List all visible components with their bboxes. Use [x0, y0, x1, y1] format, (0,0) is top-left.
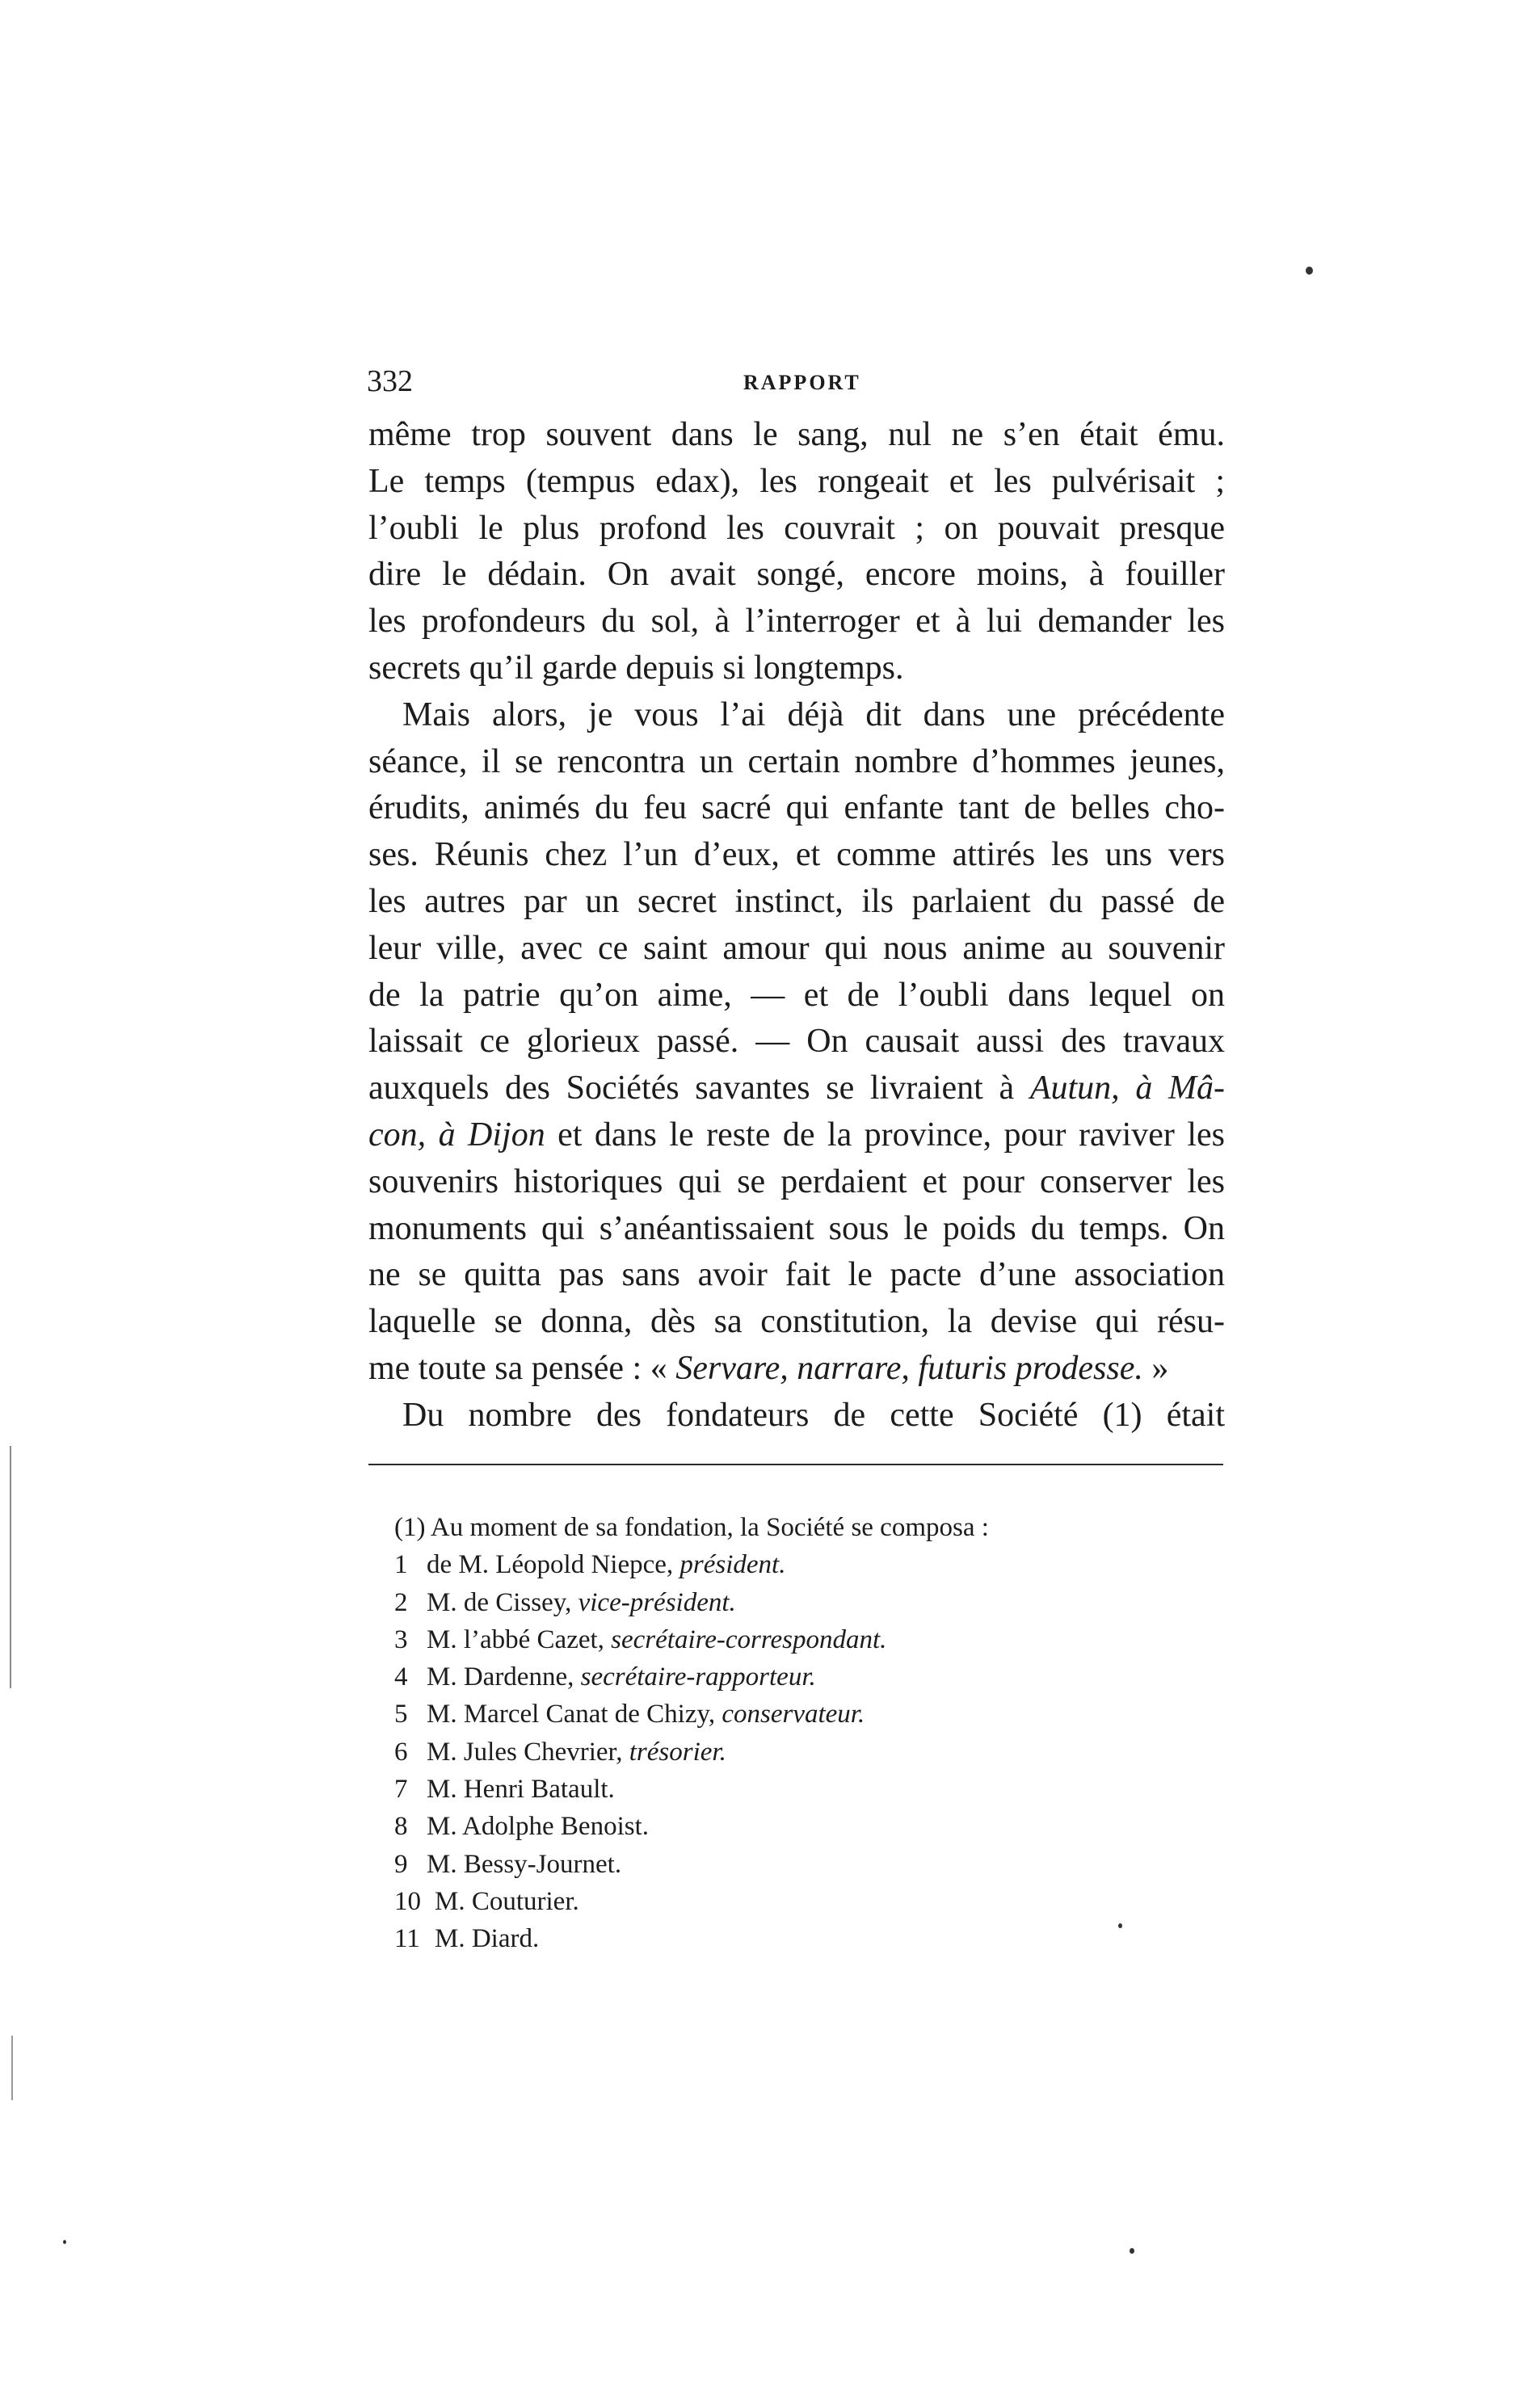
member-name: M. l’abbé Cazet,	[427, 1624, 612, 1654]
member-name: M. Jules Chevrier,	[427, 1737, 629, 1767]
member-number: 9	[394, 1849, 408, 1879]
member-name: M. Henri Batault.	[427, 1775, 615, 1805]
text-span: auxquels des Sociétés savantes se livraient à	[368, 1070, 1030, 1107]
footnote-member	[394, 1771, 1202, 1808]
member-role: trésorier.	[629, 1737, 726, 1767]
paragraph-start-line: Mais alors, je vous l’ai déjà dit dans une précédente	[402, 696, 1225, 733]
text-line: l’oubli le plus profond les couvrait ; on pouvait presque	[368, 509, 1225, 547]
scan-speck	[1118, 1923, 1122, 1928]
text-line: les autres par un secret instinct, ils parlaient du passé de	[368, 882, 1225, 920]
footnotes	[394, 1509, 1202, 1958]
place-names-italic: Autun, à Mâ-	[1029, 1070, 1226, 1107]
footnote-member	[394, 1846, 1202, 1883]
member-number: 6	[394, 1737, 408, 1767]
text-line: même trop souvent dans le sang, nul ne s’en était ému.	[368, 416, 1225, 453]
text-line: laquelle se donna, dès sa constitution, la devise qui résu-	[368, 1303, 1225, 1341]
text-line: laissait ce glorieux passé. — On causait aussi des travaux	[368, 1023, 1225, 1061]
footnote-member	[394, 1584, 1202, 1621]
scan-speck	[1130, 2248, 1134, 2254]
member-number: 3	[394, 1624, 408, 1654]
text-line: séance, il se rencontra un certain nombre d’hommes jeunes,	[368, 742, 1225, 780]
text-span: et dans le reste de la province, pour raviver les	[545, 1116, 1225, 1154]
scan-speck	[10, 1446, 11, 1688]
member-name: M. Adolphe Benoist.	[427, 1812, 650, 1842]
text-line: ne se quitta pas sans avoir fait le pacte d’une association	[368, 1256, 1225, 1294]
body-text	[368, 412, 1225, 1439]
footnote-member	[394, 1734, 1202, 1771]
member-number: 4	[394, 1662, 408, 1692]
member-name: M. Couturier.	[435, 1886, 579, 1916]
footnote-member	[394, 1808, 1202, 1845]
text-line: dire le dédain. On avait songé, encore moins, à fouiller	[368, 556, 1225, 594]
member-number: 7	[394, 1775, 408, 1805]
member-name: M. Marcel Canat de Chizy,	[427, 1700, 722, 1729]
place-names-italic: con, à Dijon	[368, 1116, 545, 1154]
member-role: secrétaire-correspondant.	[611, 1624, 887, 1654]
footnote-member	[394, 1546, 1202, 1583]
text-line: leur ville, avec ce saint amour qui nous anime au souvenir	[368, 929, 1225, 967]
running-head: RAPPORT	[743, 371, 861, 394]
footnote-member	[394, 1658, 1202, 1696]
text-line: de la patrie qu’on aime, — et de l’oubli dans lequel on	[368, 976, 1225, 1014]
member-name: M. Diard.	[435, 1924, 540, 1954]
footnote-member	[394, 1920, 1202, 1957]
page-number: 332	[367, 364, 413, 398]
text-line: érudits, animés du feu sacré qui enfante tant de belles cho-	[368, 789, 1225, 827]
society-motto: Servare, narrare, futuris prodesse.	[675, 1349, 1143, 1387]
text-span: me toute sa pensée : «	[368, 1349, 676, 1387]
footnote-intro: (1) Au moment de sa fondation, la Société se composa :	[394, 1513, 989, 1542]
member-role: vice-président.	[578, 1587, 736, 1617]
member-role: secrétaire-rapporteur.	[580, 1662, 816, 1692]
scan-speck	[1306, 267, 1313, 275]
text-line: les profondeurs du sol, à l’interroger et à lui demander les	[368, 603, 1225, 641]
member-name: M. Dardenne,	[427, 1662, 581, 1692]
text-line	[368, 1112, 1225, 1159]
text-line: secrets qu’il garde depuis si longtemps.	[368, 649, 904, 687]
scan-speck	[11, 2036, 13, 2100]
member-number: 8	[394, 1812, 408, 1842]
member-role: conservateur.	[722, 1700, 865, 1729]
text-line: Le temps (tempus edax), les rongeait et les pulvérisait ;	[368, 462, 1225, 500]
member-name: M. de Cissey,	[427, 1587, 578, 1617]
text-line: ses. Réunis chez l’un d’eux, et comme attirés les uns vers	[368, 836, 1225, 874]
paragraph-start-line: Du nombre des fondateurs de cette Société (1) était	[402, 1396, 1225, 1434]
text-line: monuments qui s’anéantissaient sous le poids du temps. On	[368, 1209, 1225, 1247]
member-number: 2	[394, 1587, 408, 1617]
text-span: »	[1142, 1349, 1169, 1387]
member-number: 10	[394, 1886, 421, 1916]
scan-speck	[63, 2240, 66, 2244]
member-role: président.	[679, 1550, 786, 1580]
text-line	[368, 1346, 1225, 1393]
member-number: 11	[394, 1924, 420, 1954]
footnote-member	[394, 1883, 1202, 1920]
text-line: souvenirs historiques qui se perdaient et pour conserver les	[368, 1162, 1225, 1200]
member-number: 1	[394, 1550, 408, 1580]
footnote-member	[394, 1621, 1202, 1658]
footnote-divider	[368, 1464, 1223, 1465]
member-name: de M. Léopold Niepce,	[427, 1550, 680, 1580]
member-number: 5	[394, 1700, 408, 1729]
footnote-member	[394, 1696, 1202, 1733]
member-name: M. Bessy-Journet.	[427, 1849, 622, 1879]
text-line	[368, 1065, 1225, 1112]
